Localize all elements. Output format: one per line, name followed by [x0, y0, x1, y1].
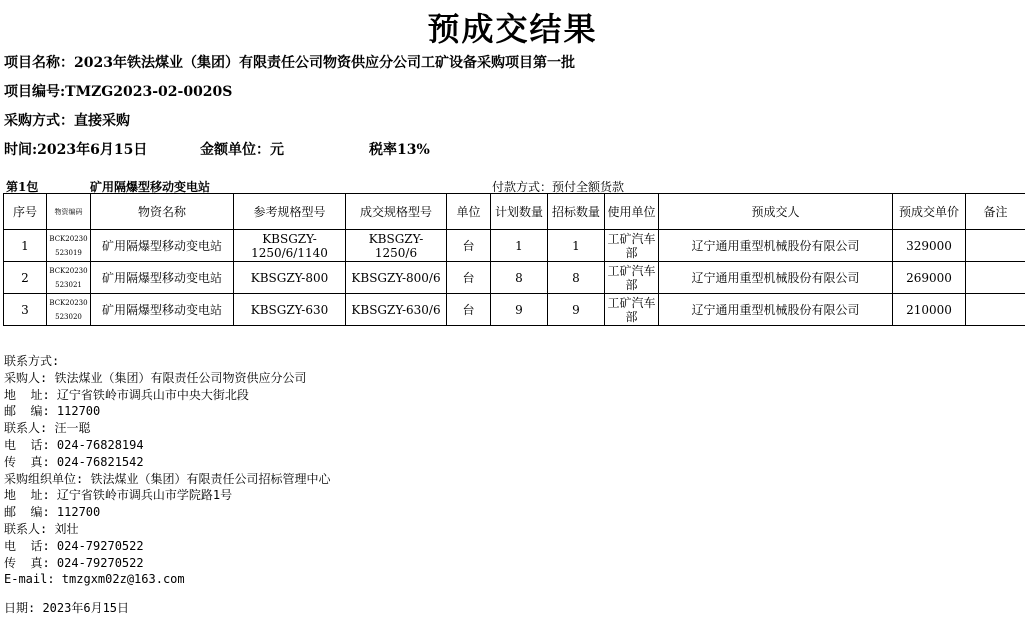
cell-price: 210000	[893, 294, 966, 326]
contact-line: 地 址: 辽宁省铁岭市调兵山市学院路1号	[4, 488, 233, 503]
footer-date: 日期: 2023年6月15日	[4, 601, 130, 615]
cell-index: 3	[4, 294, 47, 326]
cell-user-dept: 工矿汽车部	[605, 230, 659, 262]
header-cell: 物资名称	[91, 194, 234, 230]
cell-code: BCK20230523020	[47, 294, 91, 326]
cell-name: 矿用隔爆型移动变电站	[91, 230, 234, 262]
contact-line: 传 真: 024-76821542	[4, 454, 144, 469]
cell-ref-spec: KBSGZY-1250/6/1140	[234, 230, 346, 262]
result-table	[3, 193, 1025, 326]
cell-name: 矿用隔爆型移动变电站	[91, 262, 234, 294]
cell-supplier: 辽宁通用重型机械股份有限公司	[659, 262, 893, 294]
cell-name: 矿用隔爆型移动变电站	[91, 294, 234, 326]
contact-line: 邮 编: 112700	[4, 505, 101, 520]
cell-index: 2	[4, 262, 47, 294]
cell-supplier: 辽宁通用重型机械股份有限公司	[659, 294, 893, 326]
cell-bid-qty: 8	[548, 262, 605, 294]
contact-line: 地 址: 辽宁省铁岭市调兵山市中央大街北段	[4, 387, 249, 402]
contact-line: 邮 编: 112700	[4, 404, 101, 419]
table-header-row	[4, 194, 1025, 230]
header-cell: 预成交单价	[893, 194, 966, 230]
contact-line: 传 真: 024-79270522	[4, 555, 144, 570]
package-name: 矿用隔爆型移动变电站	[90, 180, 211, 194]
payment-terms: 付款方式：预付全额货款	[492, 180, 625, 194]
contact-line: 采购人: 铁法煤业（集团）有限责任公司物资供应分公司	[4, 370, 307, 385]
project-name: 项目名称：2023年铁法煤业（集团）有限责任公司物资供应分公司工矿设备采购项目第一批	[4, 55, 575, 71]
table-row	[4, 262, 1025, 294]
cell-code: BCK20230523021	[47, 262, 91, 294]
cell-price: 329000	[893, 230, 966, 262]
cell-unit: 台	[447, 294, 491, 326]
contact-line: 电 话: 024-79270522	[4, 538, 144, 553]
header-cell: 招标数量	[548, 194, 605, 230]
header-cell: 参考规格型号	[234, 194, 346, 230]
header-cell: 序号	[4, 194, 47, 230]
package-label: 第1包	[6, 180, 39, 194]
cell-plan-qty: 8	[491, 262, 548, 294]
contact-line: 联系人: 刘壮	[4, 521, 79, 536]
cell-unit: 台	[447, 230, 491, 262]
cell-bid-qty: 1	[548, 230, 605, 262]
header-cell: 计划数量	[491, 194, 548, 230]
header-cell: 使用单位	[605, 194, 659, 230]
cell-deal-spec: KBSGZY-1250/6	[346, 230, 447, 262]
date-line: 时间:2023年6月15日	[4, 142, 148, 158]
cell-remark	[966, 230, 1025, 262]
tax-rate: 税率13%	[369, 142, 430, 158]
procurement-method: 采购方式：直接采购	[4, 113, 130, 129]
cell-plan-qty: 1	[491, 230, 548, 262]
cell-unit: 台	[447, 262, 491, 294]
page-title: 预成交结果	[427, 10, 598, 48]
cell-deal-spec: KBSGZY-800/6	[346, 262, 447, 294]
contact-info	[4, 353, 330, 588]
header-cell: 预成交人	[659, 194, 893, 230]
cell-ref-spec: KBSGZY-630	[234, 294, 346, 326]
cell-ref-spec: KBSGZY-800	[234, 262, 346, 294]
header-cell: 物资编码	[47, 194, 91, 230]
cell-index: 1	[4, 230, 47, 262]
cell-code: BCK20230523019	[47, 230, 91, 262]
contact-line: 电 话: 024-76828194	[4, 437, 144, 452]
cell-remark	[966, 262, 1025, 294]
header-cell: 成交规格型号	[346, 194, 447, 230]
contact-line: 联系人: 汪一聪	[4, 421, 91, 436]
header-cell: 备注	[966, 194, 1025, 230]
cell-plan-qty: 9	[491, 294, 548, 326]
cell-deal-spec: KBSGZY-630/6	[346, 294, 447, 326]
cell-user-dept: 工矿汽车部	[605, 294, 659, 326]
table-row	[4, 294, 1025, 326]
contact-line: 采购组织单位: 铁法煤业（集团）有限责任公司招标管理中心	[4, 471, 331, 486]
header-cell: 单位	[447, 194, 491, 230]
contact-line: 联系方式:	[4, 354, 60, 368]
project-number: 项目编号:TMZG2023-02-0020S	[4, 84, 233, 100]
cell-price: 269000	[893, 262, 966, 294]
cell-user-dept: 工矿汽车部	[605, 262, 659, 294]
cell-remark	[966, 294, 1025, 326]
cell-bid-qty: 9	[548, 294, 605, 326]
cell-supplier: 辽宁通用重型机械股份有限公司	[659, 230, 893, 262]
table-row	[4, 230, 1025, 262]
email-line: E-mail: tmzgxm02z@163.com	[4, 572, 185, 587]
currency-unit: 金额单位：元	[200, 142, 284, 158]
